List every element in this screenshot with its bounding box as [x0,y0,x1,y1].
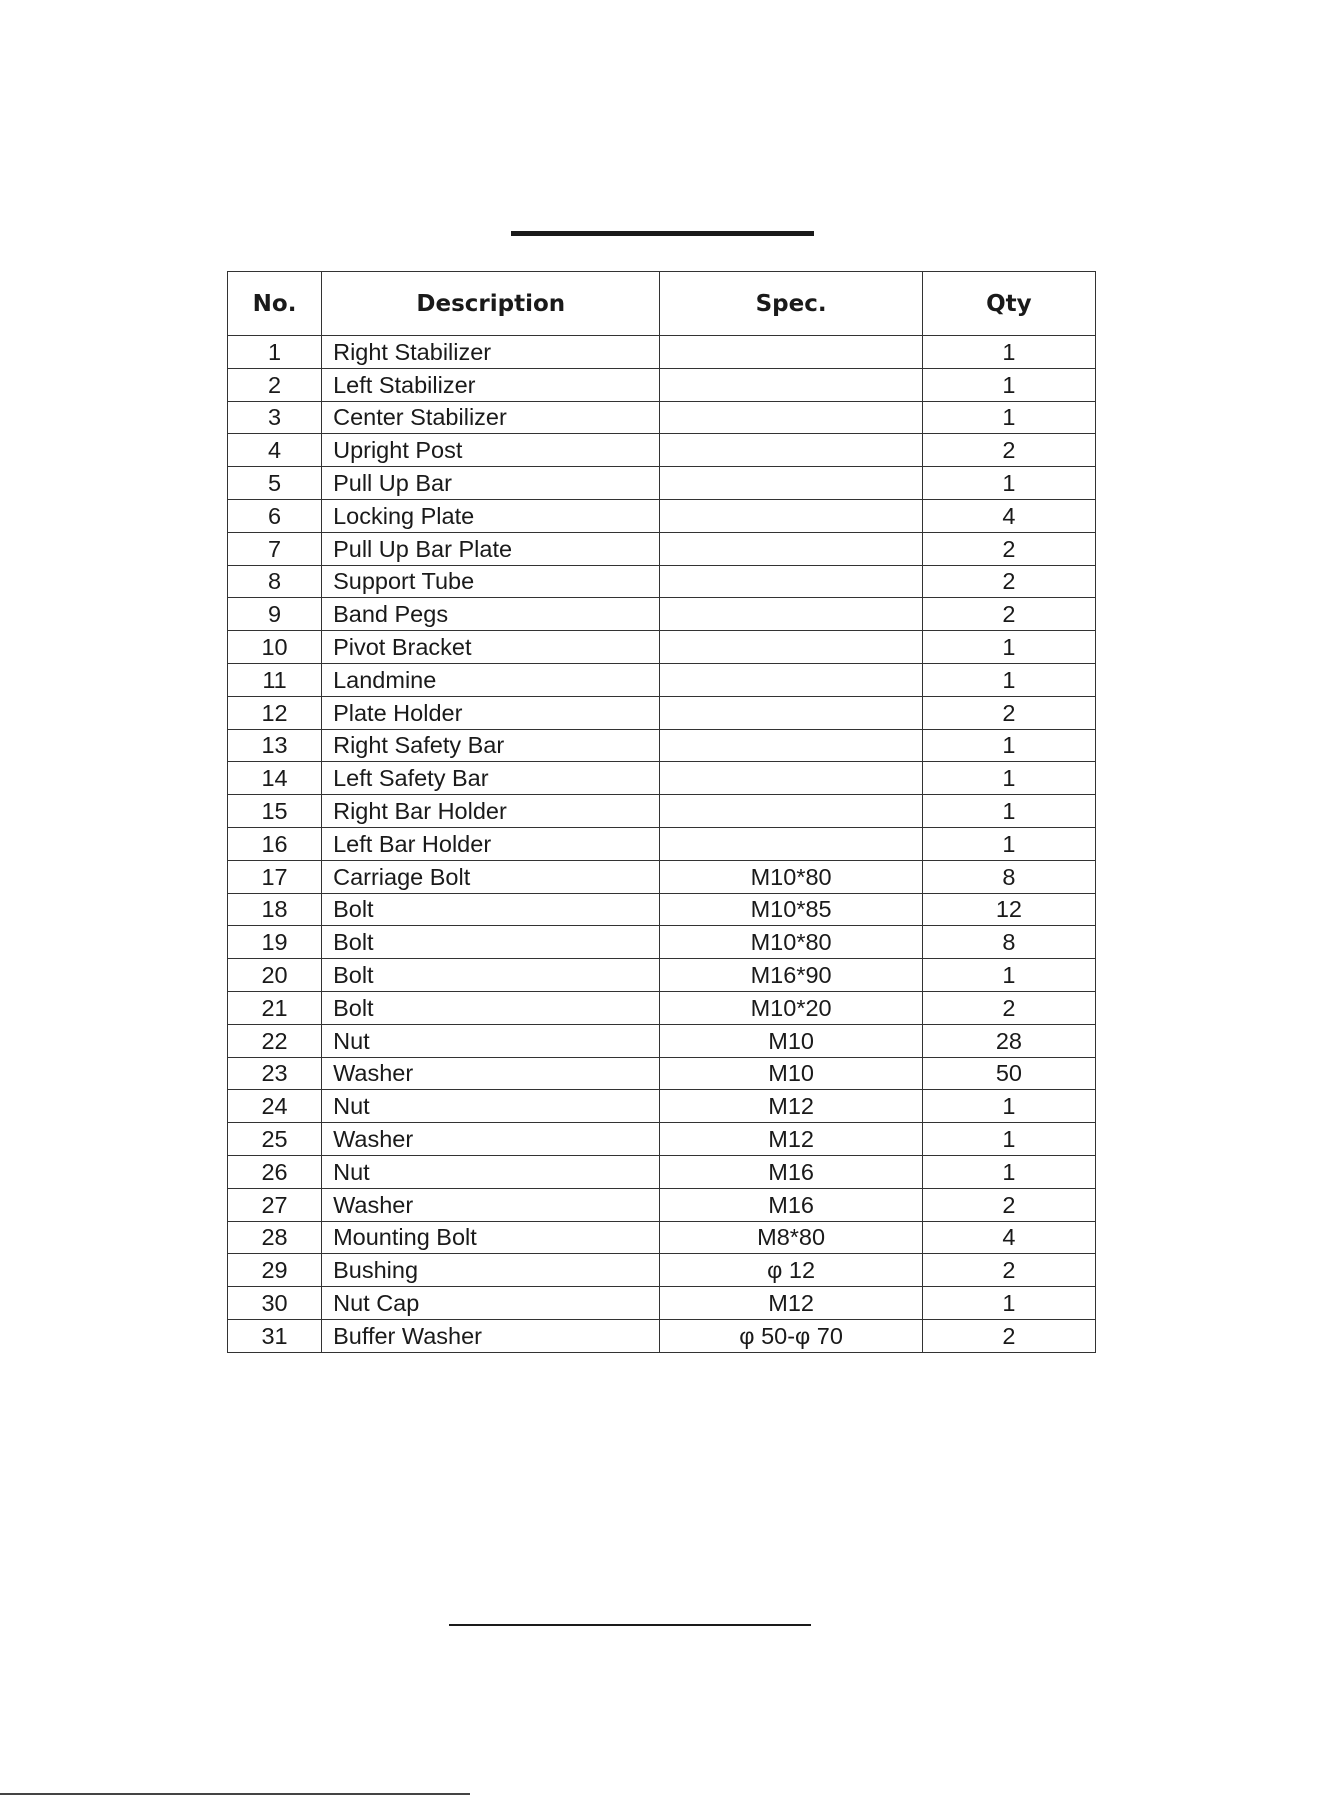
part-description-cell: Band Pegs [322,598,660,631]
part-qty-cell: 8 [922,926,1095,959]
part-spec-cell: M10 [660,1057,922,1090]
part-number-cell: 12 [228,696,322,729]
part-qty-cell: 1 [922,1155,1095,1188]
part-description-cell: Washer [322,1188,660,1221]
part-description-cell: Right Stabilizer [322,336,660,369]
part-qty-cell: 1 [922,795,1095,828]
part-number-cell: 14 [228,762,322,795]
part-description-cell: Upright Post [322,434,660,467]
part-description-cell: Nut Cap [322,1287,660,1320]
table-row [228,827,1096,860]
part-description-cell: Plate Holder [322,696,660,729]
part-description-cell: Carriage Bolt [322,860,660,893]
part-spec-cell: M12 [660,1090,922,1123]
table-row [228,401,1096,434]
part-qty-cell: 2 [922,598,1095,631]
table-body [228,336,1096,1353]
part-description-cell: Bolt [322,926,660,959]
part-qty-cell: 2 [922,434,1095,467]
part-spec-cell [660,368,922,401]
part-number-cell: 13 [228,729,322,762]
part-qty-cell: 1 [922,631,1095,664]
part-description-cell: Bolt [322,959,660,992]
part-description-cell: Center Stabilizer [322,401,660,434]
part-qty-cell: 1 [922,1287,1095,1320]
table-row [228,631,1096,664]
part-number-cell: 19 [228,926,322,959]
part-description-cell: Mounting Bolt [322,1221,660,1254]
part-description-cell: Bolt [322,991,660,1024]
part-spec-cell: M16 [660,1155,922,1188]
part-spec-cell [660,762,922,795]
part-spec-cell: M10*80 [660,926,922,959]
part-description-cell: Washer [322,1123,660,1156]
part-description-cell: Left Safety Bar [322,762,660,795]
part-qty-cell: 1 [922,467,1095,500]
part-number-cell: 16 [228,827,322,860]
part-spec-cell [660,795,922,828]
part-spec-cell: M10*20 [660,991,922,1024]
table-row [228,598,1096,631]
part-description-cell: Landmine [322,663,660,696]
table-row [228,434,1096,467]
part-qty-cell: 1 [922,959,1095,992]
part-number-cell: 27 [228,1188,322,1221]
part-description-cell: Bolt [322,893,660,926]
part-spec-cell [660,827,922,860]
part-description-cell: Right Safety Bar [322,729,660,762]
part-description-cell: Left Bar Holder [322,827,660,860]
part-qty-cell: 1 [922,663,1095,696]
table-row [228,336,1096,369]
part-description-cell: Locking Plate [322,499,660,532]
part-number-cell: 18 [228,893,322,926]
part-qty-cell: 4 [922,1221,1095,1254]
part-number-cell: 1 [228,336,322,369]
part-qty-cell: 4 [922,499,1095,532]
table-row [228,499,1096,532]
part-qty-cell: 1 [922,336,1095,369]
part-spec-cell: M16*90 [660,959,922,992]
part-number-cell: 31 [228,1319,322,1352]
table-row [228,1319,1096,1352]
part-number-cell: 24 [228,1090,322,1123]
part-qty-cell: 2 [922,1188,1095,1221]
part-spec-cell: M10*80 [660,860,922,893]
footer-rule [449,1624,811,1626]
table-row [228,565,1096,598]
part-description-cell: Pull Up Bar [322,467,660,500]
table-row [228,893,1096,926]
table-row [228,467,1096,500]
table-row [228,1287,1096,1320]
table-row [228,1024,1096,1057]
table-header-row [228,272,1096,336]
part-spec-cell [660,631,922,664]
part-spec-cell: φ 50-φ 70 [660,1319,922,1352]
part-qty-cell: 2 [922,532,1095,565]
table-row [228,696,1096,729]
part-number-cell: 20 [228,959,322,992]
part-spec-cell [660,729,922,762]
part-spec-cell: M10*85 [660,893,922,926]
title-underline-rule [511,231,814,236]
part-number-cell: 7 [228,532,322,565]
part-description-cell: Right Bar Holder [322,795,660,828]
part-number-cell: 5 [228,467,322,500]
part-spec-cell: M12 [660,1123,922,1156]
part-qty-cell: 1 [922,1090,1095,1123]
part-spec-cell [660,336,922,369]
table-row [228,1155,1096,1188]
part-description-cell: Left Stabilizer [322,368,660,401]
table-row [228,1254,1096,1287]
part-description-cell: Nut [322,1090,660,1123]
part-qty-cell: 2 [922,565,1095,598]
part-qty-cell: 28 [922,1024,1095,1057]
part-spec-cell [660,598,922,631]
part-spec-cell [660,401,922,434]
part-number-cell: 23 [228,1057,322,1090]
part-description-cell: Washer [322,1057,660,1090]
part-number-cell: 11 [228,663,322,696]
table-row [228,1188,1096,1221]
part-number-cell: 10 [228,631,322,664]
part-spec-cell: M16 [660,1188,922,1221]
part-qty-cell: 1 [922,762,1095,795]
table-row [228,795,1096,828]
part-number-cell: 21 [228,991,322,1024]
part-spec-cell [660,565,922,598]
part-qty-cell: 1 [922,401,1095,434]
part-number-cell: 15 [228,795,322,828]
header-spec: Spec. [660,272,922,336]
part-number-cell: 29 [228,1254,322,1287]
part-description-cell: Support Tube [322,565,660,598]
part-qty-cell: 2 [922,696,1095,729]
part-description-cell: Nut [322,1024,660,1057]
part-spec-cell [660,532,922,565]
part-description-cell: Buffer Washer [322,1319,660,1352]
part-qty-cell: 2 [922,991,1095,1024]
part-number-cell: 25 [228,1123,322,1156]
part-spec-cell: φ 12 [660,1254,922,1287]
part-number-cell: 4 [228,434,322,467]
part-number-cell: 8 [228,565,322,598]
parts-list-table [227,271,1096,1353]
part-description-cell: Nut [322,1155,660,1188]
part-number-cell: 17 [228,860,322,893]
table-row [228,959,1096,992]
part-qty-cell: 2 [922,1319,1095,1352]
table-row [228,368,1096,401]
part-spec-cell [660,499,922,532]
part-spec-cell [660,467,922,500]
part-number-cell: 28 [228,1221,322,1254]
part-qty-cell: 1 [922,729,1095,762]
part-number-cell: 2 [228,368,322,401]
part-number-cell: 30 [228,1287,322,1320]
part-number-cell: 9 [228,598,322,631]
part-spec-cell: M10 [660,1024,922,1057]
part-description-cell: Bushing [322,1254,660,1287]
table-row [228,926,1096,959]
part-qty-cell: 50 [922,1057,1095,1090]
header-qty: Qty [922,272,1095,336]
part-description-cell: Pivot Bracket [322,631,660,664]
table-row [228,663,1096,696]
table-row [228,1221,1096,1254]
table-row [228,762,1096,795]
part-qty-cell: 1 [922,368,1095,401]
part-qty-cell: 1 [922,827,1095,860]
table-row [228,1123,1096,1156]
part-spec-cell [660,696,922,729]
page-edge-rule [0,1793,470,1795]
part-description-cell: Pull Up Bar Plate [322,532,660,565]
part-qty-cell: 12 [922,893,1095,926]
part-spec-cell: M8*80 [660,1221,922,1254]
header-no: No. [228,272,322,336]
header-description: Description [322,272,660,336]
part-number-cell: 6 [228,499,322,532]
part-qty-cell: 2 [922,1254,1095,1287]
part-number-cell: 3 [228,401,322,434]
table-row [228,1057,1096,1090]
part-spec-cell [660,434,922,467]
table-row [228,1090,1096,1123]
part-qty-cell: 1 [922,1123,1095,1156]
table-row [228,991,1096,1024]
part-number-cell: 22 [228,1024,322,1057]
part-spec-cell [660,663,922,696]
table-row [228,860,1096,893]
part-number-cell: 26 [228,1155,322,1188]
table-row [228,729,1096,762]
part-spec-cell: M12 [660,1287,922,1320]
part-qty-cell: 8 [922,860,1095,893]
table-row [228,532,1096,565]
